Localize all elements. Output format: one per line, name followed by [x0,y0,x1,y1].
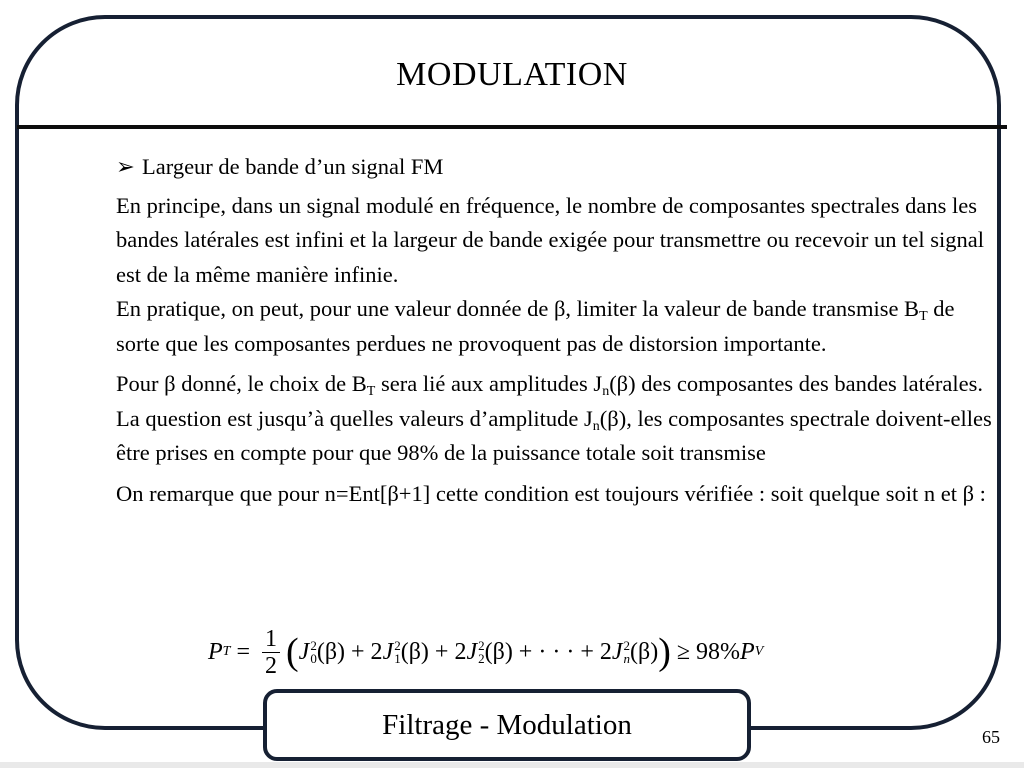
formula-equals: = [230,638,257,665]
formula-open-paren: ( [286,631,299,673]
paragraph-choice-text-d: (β), les composantes spectrale doivent-elles être prises en compte pour que 98% de la puissance totale soit transmise [116,405,992,465]
fraction-numerator: 1 [262,626,280,653]
paragraph-principle [116,189,996,362]
formula-term-j0-arg: (β) + 2 [316,638,383,665]
slide-title: MODULATION [396,56,628,93]
sub: 2 [478,651,485,666]
fraction-denominator: 2 [265,652,278,679]
footer-title-box [263,689,751,761]
paragraph-remark: On remarque que pour n=Ent[β+1] cette condition est toujours vérifiée : soit quelque soit n et β : [116,480,986,506]
title-divider [17,125,1007,129]
formula-term-j2-arg: (β) + · · · + 2 [484,638,612,665]
sub: 1 [394,651,401,666]
formula-term-j1: J [382,638,394,665]
sup: 2 [310,638,317,653]
bottom-strip [0,762,1024,768]
paragraph-principle-text: En principe, dans un signal modulé en fréquence, le nombre de composantes spectrales dans les bandes latérales est infini et la largeur de bande exigée pour transmettre ou recevoir un tel signal est de la même manière infinie. [116,192,984,287]
paragraph-practice-text-a: En pratique, on peut, pour une valeur donnée de β, limiter la valeur de bande transmise B [116,296,920,321]
slide-content [116,150,996,517]
bullet-item [116,150,996,185]
paragraph-choice-text-a: Pour β donné, le choix de B [116,371,367,396]
sub: n [623,651,631,666]
power-formula [208,622,763,682]
footer-label: Filtrage - Modulation [382,708,632,741]
subscript-n: n [602,384,610,399]
subscript-n: n [592,418,600,434]
paragraph-practice-text-b: de sorte que les composantes perdues ne provoquent pas de distorsion importante. [116,296,955,356]
formula-term-j2: J [466,638,478,665]
page-number: 65 [982,727,1000,747]
sub: 0 [310,651,317,666]
paragraph-choice [116,367,996,471]
formula-term-jn-arg: (β) [630,638,659,665]
sup: 2 [478,638,485,653]
bullet-text: Largeur de bande d’un signal FM [142,154,444,179]
formula-lhs-sub: T [222,644,231,659]
formula-term-j0: J [298,638,310,665]
formula-rhs-var: P [740,638,755,665]
arrow-bullet-icon: ➢ [116,154,135,179]
sup: 2 [623,638,631,653]
formula-fraction [262,626,280,679]
formula-rhs-sub: V [754,644,764,659]
formula-term-j1-arg: (β) + 2 [400,638,467,665]
formula-term-jn: J [611,638,623,665]
subscript-t: T [366,384,376,399]
sup: 2 [394,638,401,653]
subscript-t: T [919,309,928,324]
formula-close-paren: ) [658,631,671,673]
paragraph-choice-text-c: (β) des composantes des bandes latérales. La question est jusqu’à quelles valeurs d’amplitude J [116,371,984,431]
formula-rhs: ≥ 98% [670,638,741,665]
formula-lhs: P [208,638,223,665]
paragraph-choice-text-b: sera lié aux amplitudes J [375,371,603,396]
